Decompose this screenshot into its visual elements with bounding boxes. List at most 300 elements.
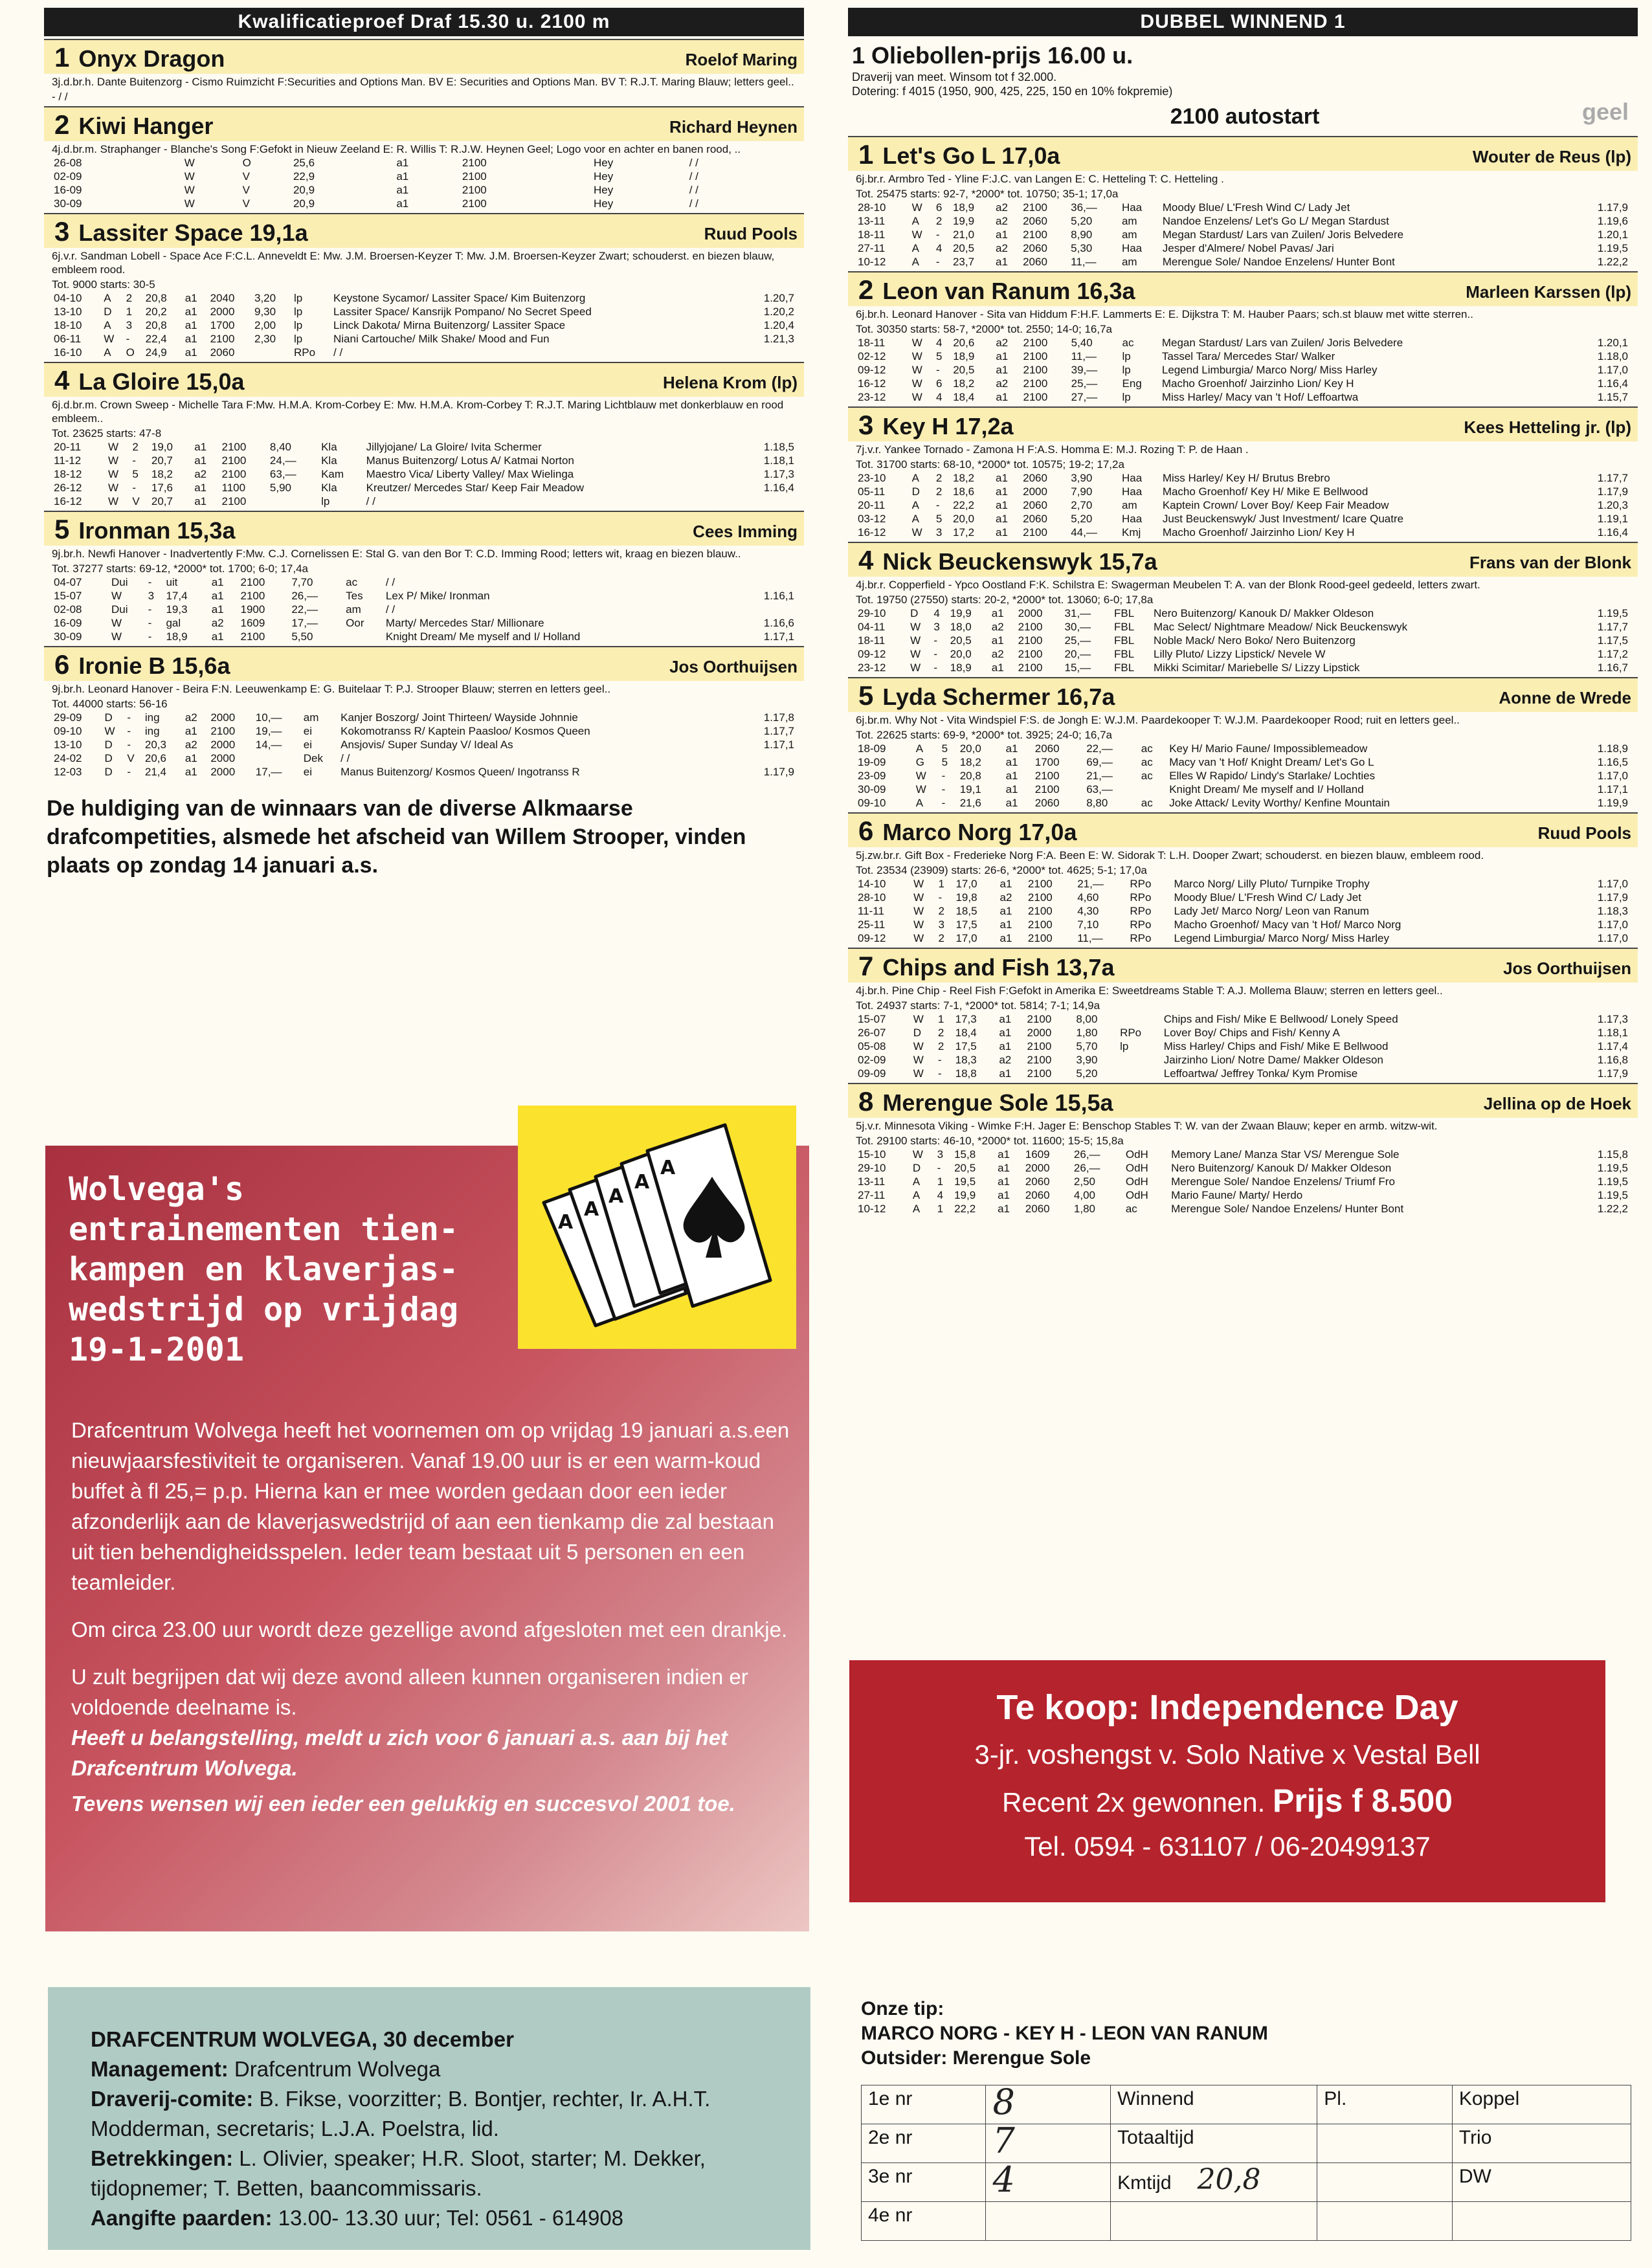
result-cell: a1 [999,905,1012,917]
tip-row-label: 3e nr [862,2163,986,2202]
result-cell: 31,— [1064,607,1091,619]
result-cell: - [148,603,152,616]
result-cell: Nandoe Enzelens/ Let's Go L/ Megan Stardust [1162,215,1389,227]
result-cell: 17,— [255,766,282,778]
result-cell: 1100 [221,482,246,494]
result-row [52,495,796,508]
result-cell: - [935,256,940,268]
result-cell: W [915,783,926,795]
result-cell: 29-10 [858,607,886,619]
horse-entry [848,406,1638,539]
result-cell: W [913,932,924,944]
result-cell: 15-07 [54,590,82,602]
result-cell: 2100 [462,170,487,183]
result-cell: 2100 [221,468,247,480]
result-cell: V [242,170,250,183]
result-cell: lp [1122,350,1131,362]
horse-name-bar [44,363,804,397]
tip-row-label: 4e nr [862,2202,986,2241]
horse-results-table [52,156,796,210]
result-cell: Haa [1121,513,1143,525]
result-cell: Miss Harley/ Key H/ Brutus Brebro [1162,472,1330,484]
result-cell: a1 [194,441,207,453]
result-cell: - [126,333,130,345]
result-cell: a1 [184,752,197,764]
result-cell: 1.17,0 [1597,770,1628,782]
result-cell: 4 [933,607,940,619]
result-cell: Lady Jet/ Marco Norg/ Leon van Ranum [1174,905,1369,917]
result-cell: a1 [396,157,409,169]
result-cell: ing [144,711,160,724]
result-cell: am [1121,499,1137,511]
result-cell: 13-10 [54,739,82,751]
betrekkingen-value: L. Olivier, speaker; H.R. Sloot, starter; M. Dekker, tijdopnemer; T. Betten, baancommissaris. [91,2146,706,2200]
result-cell: a1 [999,1027,1012,1039]
result-cell: - [127,711,131,724]
result-cell: 1.21,3 [763,333,794,345]
result-cell: ac [346,576,358,588]
result-row [856,783,1630,796]
result-cell: Kla [321,454,337,467]
horse-driver: Aonne de Wrede [1499,688,1631,707]
result-cell: 20,7 [151,495,173,507]
handwritten-number[interactable]: 8 [986,2085,1111,2124]
result-cell: V [132,495,140,507]
result-cell [1139,783,1167,796]
result-cell: a1 [1005,797,1018,809]
result-cell [268,495,319,508]
result-cell: 5,90 [269,482,292,494]
result-row [856,228,1630,241]
result-cell: FBL [1114,648,1135,660]
result-row [856,214,1630,228]
result-cell: A [912,1189,921,1201]
result-cell: FBL [1114,634,1135,647]
horse-info-line: 4j.br.r. Copperfield - Ypco Oostland F:K. Schilstra E: Swagerman Meubelen T: A. van der Blonk Rood-geel gedeeld, letters zwart. [856,579,1480,591]
drafcentrum-aangifte [91,2203,772,2233]
result-cell: - [148,617,152,629]
tip-picks: MARCO NORG - KEY H - LEON VAN RANUM [861,2023,1268,2044]
horse-results-table [856,336,1630,404]
result-cell: Kla [321,441,337,453]
result-cell: a1 [998,1148,1010,1161]
result-cell: Megan Stardust/ Lars van Zuilen/ Joris Belvedere [1162,228,1404,241]
result-row [52,467,796,481]
result-cell: 18-10 [54,319,82,331]
result-cell: a1 [996,256,1008,268]
result-cell: - [127,766,131,778]
result-cell: - [127,739,131,751]
race-title: 1 Oliebollen-prijs 16.00 u. [852,42,1133,69]
wolvega-paragraph-2: Om circa 23.00 uur wordt deze gezellige avond afgesloten met een drankje. [71,1618,788,1641]
result-cell: 3,90 [1071,472,1093,484]
result-cell: / / [689,184,698,196]
result-cell: - [132,482,137,494]
result-cell: Mario Faune/ Marty/ Herdo [1171,1189,1303,1201]
result-cell: 3 [937,1148,944,1161]
result-cell: Jesper d'Almere/ Nobel Pavas/ Jari [1162,242,1334,254]
result-cell: 11,— [1071,256,1097,268]
result-row [856,877,1630,891]
tip-bet-cell: Trio [1452,2124,1631,2163]
result-cell: 20,6 [953,337,975,349]
result-cell: 18,9 [950,662,972,674]
for-sale-title: Te koop: Independence Day [996,1688,1458,1727]
result-cell: Marty/ Mercedes Star/ Millionare [385,617,544,629]
result-cell: 17,5 [955,1040,977,1052]
result-cell: 2100 [1018,621,1043,633]
result-cell: am [1121,215,1137,227]
right-header: DUBBEL WINNEND 1 [848,8,1638,36]
result-cell: RPo [294,346,316,359]
result-cell: W [108,495,119,507]
horse-title: Leon van Ranum 16,3a [882,278,1135,304]
handwritten-number[interactable]: 7 [986,2124,1111,2163]
result-row [52,440,796,454]
result-cell: 02-12 [858,350,886,362]
result-cell: Miss Harley/ Chips and Fish/ Mike E Bellwood [1163,1040,1389,1052]
result-cell: 1.18,9 [1597,742,1628,755]
result-row [52,346,796,359]
result-cell: 2100 [1027,932,1053,944]
handwritten-number[interactable] [986,2202,1111,2241]
handwritten-number[interactable]: 4 [986,2163,1111,2202]
result-cell: 2100 [1023,350,1048,362]
result-cell: a1 [184,319,197,331]
result-cell: a1 [184,725,197,737]
result-cell: D [104,739,113,751]
horse-driver: Ruud Pools [704,224,798,243]
result-cell: 2000 [210,711,236,724]
result-cell: 17,2 [952,526,975,539]
horse-driver: Wouter de Reus (lp) [1472,147,1631,166]
result-cell: 20-11 [858,499,886,511]
result-cell: 1.16,7 [1597,662,1628,674]
horse-driver: Jos Oorthuijsen [1503,959,1631,978]
result-cell: 2,50 [1073,1175,1095,1188]
horse-driver: Ruud Pools [1537,823,1631,843]
tip-label: Onze tip: [861,1998,944,2019]
tip-grid-row [862,2124,1631,2163]
result-row [52,575,796,589]
result-cell: Just Beuckenswyk/ Just Investment/ Icare Quatre [1162,513,1404,525]
horse-title: Lyda Schermer 16,7a [882,684,1115,710]
horse-entry [848,271,1638,404]
tip-grid-row [862,2202,1631,2241]
result-cell: ac [1141,770,1153,782]
horse-number: 2 [858,274,874,305]
result-cell: Dui [111,576,128,588]
horse-info-line: Tot. 22625 starts: 69-9, *2000* tot. 3925; 24-0; 16,7a [856,729,1112,741]
result-cell: 20,5 [954,1162,976,1174]
result-cell: a1 [999,878,1012,890]
result-row [856,1188,1630,1202]
result-cell: Macho Groenhof/ Jairzinho Lion/ Key H [1161,377,1354,390]
result-cell: 1,80 [1073,1203,1095,1215]
result-cell: 2100 [240,630,265,643]
result-cell: OdH [1125,1148,1148,1161]
result-row [856,363,1630,377]
horse-info-line: 6j.d.br.m. Crown Sweep - Michelle Tara F:Mw. H.M.A. Krom-Corbey E: Mw. H.M.A. Krom-Corbey T: R.J.T. Maring Lichtblauw met donkerblauw en rood embleem.. [52,399,784,425]
result-cell: Macho Groenhof/ Jairzinho Lion/ Key H [1162,526,1355,539]
result-cell: 09-09 [858,1067,886,1080]
result-cell: 19,9 [954,1189,976,1201]
result-cell: a1 [396,170,409,183]
result-cell: Haa [1121,472,1143,484]
result-cell: 1900 [240,603,265,616]
tip-form-grid [861,2082,1631,2241]
horse-entry [44,511,804,643]
result-cell [252,346,292,359]
result-cell: a1 [991,662,1004,674]
result-cell: 5 [132,468,139,480]
result-cell: 21,6 [959,797,981,809]
result-cell: Macho Groenhof/ Key H/ Mike E Bellwood [1162,485,1368,498]
result-cell: 16-12 [858,526,886,539]
result-cell: - [941,783,946,795]
result-cell: 20,0 [959,742,981,755]
notice-text: De huldiging van de winnaars van de diverse Alkmaarse drafcompetities, alsmede het afscheid van Willem Strooper, vinden plaats op zondag 14 januari a.s. [47,796,746,878]
result-cell: 2100 [1027,905,1053,917]
result-cell: Hey [594,157,614,169]
result-cell: 1.16,4 [763,482,794,494]
result-cell: 18,4 [955,1027,977,1039]
result-cell: a2 [996,337,1009,349]
horse-title: Ironman 15,3a [78,517,236,544]
horse-title: Let's Go L 17,0a [882,142,1060,169]
result-cell: 20,— [1064,648,1091,660]
result-cell: 19,8 [955,891,977,904]
result-cell: a1 [996,499,1008,511]
result-cell: 8,90 [1071,228,1093,241]
result-cell: 5 [941,756,948,768]
horse-name-bar [44,512,804,546]
result-cell: 12-03 [54,766,82,778]
horse-results-table [856,606,1630,674]
result-cell: 10-12 [858,256,886,268]
result-cell: - [938,891,943,904]
result-cell: 1.20,2 [763,306,794,318]
horse-info-line: 6j.br.r. Armbro Ted - Yline F:J.C. van Langen E: C. Hetteling T: C. Hetteling . [856,173,1224,185]
horse-info-line: Tot. 24937 starts: 7-1, *2000* tot. 5814; 7-1; 14,9a [856,999,1100,1012]
result-cell: A [912,1203,921,1215]
result-row [52,481,796,495]
result-cell: lp [294,292,303,304]
horse-entry [848,1083,1638,1216]
horse-name [858,410,1014,441]
result-row [856,661,1630,674]
right-column [848,8,1638,1216]
result-cell: 1.22,2 [1597,1203,1628,1215]
result-cell: 1.17,3 [1597,1013,1628,1025]
result-cell: 2100 [1027,1054,1052,1066]
result-cell: D [104,306,112,318]
race-color: geel [1581,98,1629,125]
result-cell: W [913,918,924,931]
result-cell: 6 [935,201,943,214]
result-cell: RPo [1130,891,1152,904]
result-cell: 15-10 [858,1148,886,1161]
horse-info-line: Tot. 44000 starts: 56-16 [52,698,168,710]
result-cell: W [108,468,119,480]
horse-title: Ironie B 15,6a [78,652,230,679]
horse-name-bar [848,1084,1638,1118]
drafcentrum-betrekkingen [91,2144,772,2203]
result-cell: 15-07 [858,1013,886,1025]
result-cell: 20,5 [950,634,972,647]
result-cell: a1 [184,333,197,345]
handwritten-time[interactable]: 20,8 [1197,2163,1261,2196]
result-cell: 20,2 [145,306,167,318]
result-cell: - [937,1067,942,1080]
result-cell: 2100 [1023,377,1048,390]
result-cell: Kla [321,482,337,494]
result-cell: - [132,454,137,467]
result-cell: 2100 [1027,1013,1052,1025]
result-cell: 2100 [240,590,265,602]
result-cell: 3 [938,918,944,931]
result-cell: 29-09 [54,711,82,724]
result-cell: 2100 [1027,1067,1052,1080]
horse-name-bar [848,272,1638,306]
result-cell: 20,8 [145,319,167,331]
result-cell: 1.18,5 [763,441,794,453]
result-row [52,318,796,332]
horse-results-table [856,742,1630,810]
horse-name [858,140,1060,171]
result-cell: A [915,742,924,755]
horse-name-bar [848,678,1638,712]
horse-info-line: 3j.d.br.h. Dante Buitenzorg - Cismo Ruimzicht F:Securities and Options Man. BV E: Securities and Options Man. BV T: R.J.T. Maring Blauw; letters geel.. [52,76,794,88]
result-cell: W [184,157,195,169]
for-sale-phone: Tel. 0594 - 631107 / 06-20499137 [1024,1831,1431,1862]
result-cell: 26-08 [54,157,82,169]
result-cell: 2100 [1018,662,1043,674]
result-cell: W [911,377,922,390]
result-cell: 1.17,3 [763,468,794,480]
horse-results-table [52,440,796,508]
result-cell [1118,1067,1162,1080]
result-cell: 36,— [1071,201,1097,214]
result-cell: - [937,1054,942,1066]
result-cell: 8,40 [269,441,292,453]
result-cell: Merengue Sole/ Nandoe Enzelens/ Triumf Fro [1171,1175,1395,1188]
result-cell: 2100 [1034,783,1060,795]
result-cell: 2000 [210,306,235,318]
result-cell: OdH [1125,1162,1148,1174]
result-cell: 11-12 [54,454,82,467]
result-cell: 22,2 [952,499,975,511]
result-cell: 14,— [255,739,282,751]
result-cell: 27-11 [858,1189,886,1201]
svg-text:A: A [608,1185,624,1208]
result-cell: Lover Boy/ Chips and Fish/ Kenny A [1163,1027,1340,1039]
result-cell: a2 [996,242,1008,254]
tip-bet-cell: Koppel [1452,2085,1631,2124]
betrekkingen-label: Betrekkingen: [91,2146,234,2170]
result-cell: a2 [996,201,1008,214]
horse-name [858,275,1135,306]
result-cell [741,346,796,359]
horse-name-bar [44,40,804,74]
tip-field-text: Totaaltijd [1117,2127,1194,2148]
result-cell: - [148,576,152,588]
result-cell: W [910,621,921,633]
result-cell: a1 [194,454,207,467]
result-cell: 18,9 [952,201,975,214]
result-row [856,1040,1630,1053]
result-cell: 17,5 [955,918,977,931]
result-cell [741,170,796,183]
result-cell: D [104,766,113,778]
result-cell: / / [689,170,698,183]
result-cell: Elles W Rapido/ Lindy's Starlake/ Lochties [1169,770,1376,782]
result-cell: a1 [184,306,197,318]
horse-number: 3 [54,216,70,247]
result-cell: 2060 [1034,797,1060,809]
horse-number: 2 [54,109,70,140]
horse-title: Key H 17,2a [882,413,1014,439]
result-cell: a2 [184,711,197,724]
result-cell: a1 [1005,783,1018,795]
result-cell: 10,— [255,711,282,724]
result-cell: a1 [998,1189,1010,1201]
result-cell: a1 [998,1175,1010,1188]
result-cell: 20,6 [144,752,166,764]
result-cell: 19,9 [950,607,972,619]
result-cell: 1.20,1 [1597,228,1628,241]
result-cell: lp [1122,391,1131,403]
result-cell: 23-12 [858,662,886,674]
result-cell: 2100 [1027,918,1053,931]
result-row [856,512,1630,526]
result-cell: 2100 [1023,337,1048,349]
tip-place-cell: Pl. [1317,2085,1453,2124]
result-cell: W [913,1013,924,1025]
result-cell: 13-11 [858,1175,886,1188]
svg-text:A: A [584,1198,599,1221]
result-cell: 2000 [210,766,236,778]
result-cell: 19,1 [959,783,981,795]
result-cell: 16-12 [858,377,886,390]
result-cell: 23-09 [858,770,886,782]
result-cell: Ansjovis/ Super Sunday V/ Ideal As [340,739,513,751]
management-label: Management: [91,2057,229,2081]
result-row [52,170,796,183]
svg-text:A: A [558,1211,574,1234]
result-cell: 27,— [1071,391,1098,403]
result-cell: 39,— [1071,364,1098,376]
result-cell: 1 [938,878,944,890]
result-cell: 8,00 [1076,1013,1098,1025]
result-cell: Legend Limburgia/ Marco Norg/ Miss Harley [1161,364,1378,376]
result-cell: 06-11 [54,333,82,345]
aangifte-label: Aangifte paarden: [91,2206,273,2230]
result-cell: 30-09 [54,197,82,210]
horse-title: La Gloire 15,0a [78,368,245,395]
result-cell: a1 [396,197,409,210]
result-cell: 1.16,6 [763,617,794,629]
result-cell: 1609 [1025,1148,1050,1161]
result-cell: 20,8 [959,770,981,782]
result-cell: 2100 [221,495,247,507]
result-cell: 18,2 [151,468,173,480]
tip-grid-row [862,2085,1631,2124]
result-cell: 1.20,4 [763,319,794,331]
result-cell: 2060 [1023,242,1047,254]
horse-name-bar [44,214,804,248]
result-cell: 18,0 [950,621,972,633]
